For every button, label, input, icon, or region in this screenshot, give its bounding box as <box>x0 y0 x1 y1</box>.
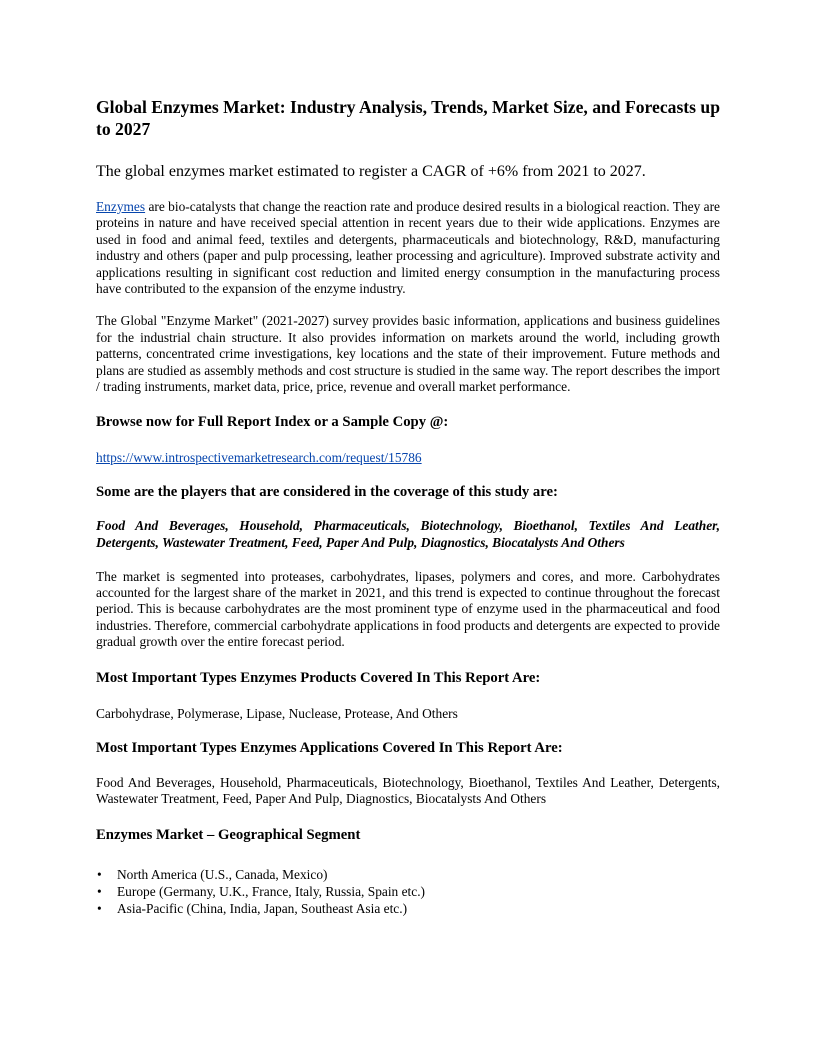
types-heading: Most Important Types Enzymes Products Covered In This Report Are: <box>96 669 541 686</box>
segment-paragraph: The market is segmented into proteases, carbohydrates, lipases, polymers and cores, and more. Carbohydrates accounted for the largest share of the market in 2021, and this trend is expected to continue throughout the forecast period. This is because carbohydrates are the most prominent type of enzyme used in the pharmaceutical and food industries. Therefore, commercial carbohydrate applications in food products and detergents are expected to provide gradual growth over the entire forecast period. <box>96 568 720 650</box>
request-url-link[interactable]: https://www.introspectivemarketresearch.com/request/15786 <box>96 450 422 466</box>
applications-list: Food And Beverages, Household, Pharmaceuticals, Biotechnology, Bioethanol, Textiles And Leather, Detergents, Wastewater Treatment, Feed, Paper And Pulp, Diagnostics, Biocatalysts And Others <box>96 774 720 807</box>
geo-heading: Enzymes Market – Geographical Segment <box>96 826 361 843</box>
list-item <box>97 866 720 883</box>
survey-paragraph: The Global "Enzyme Market" (2021-2027) survey provides basic information, applications and business guidelines for the industrial chain structure. It also provides information on markets around the world, including growth patterns, concentrated crime investigations, key locations and the state of their improvement. Future methods and plans are studied as assembly methods and cost structure is studied in the same way. The report describes the import / trading instruments, market data, price, price, revenue and overall market performance. <box>96 313 720 395</box>
document-page <box>96 96 720 917</box>
regions-list <box>96 866 720 917</box>
document-subtitle: The global enzymes market estimated to register a CAGR of +6% from 2021 to 2027. <box>96 163 646 180</box>
list-item <box>97 900 720 917</box>
list-item <box>97 883 720 900</box>
players-list: Food And Beverages, Household, Pharmaceuticals, Biotechnology, Bioethanol, Textiles And Leather, Detergents, Wastewater Treatment, Feed, Paper And Pulp, Diagnostics, Biocatalysts And Others <box>96 518 720 551</box>
url-paragraph <box>96 449 720 466</box>
types-list: Carbohydrase, Polymerase, Lipase, Nuclease, Protease, And Others <box>96 705 458 721</box>
intro-paragraph <box>96 199 720 297</box>
document-title: Global Enzymes Market: Industry Analysis, Trends, Market Size, and Forecasts up to 2027 <box>96 97 720 139</box>
bullet-icon: • <box>97 883 102 899</box>
players-heading: Some are the players that are considered in the coverage of this study are: <box>96 484 558 501</box>
region-label: Asia-Pacific (China, India, Japan, Southeast Asia etc.) <box>117 900 408 916</box>
region-label: Europe (Germany, U.K., France, Italy, Russia, Spain etc.) <box>117 883 426 899</box>
applications-heading: Most Important Types Enzymes Applications Covered In This Report Are: <box>96 739 563 756</box>
intro-text: are bio-catalysts that change the reaction rate and produce desired results in a biological reaction. They are proteins in nature and have received special attention in recent years due to their wide applications. Enzymes are used in food and animal feed, textiles and detergents, pharmaceuticals and biotechnology, R&D, manufacturing industry and others (paper and pulp processing, leather processing and agriculture). Improved substrate activity and applications resulting in significant cost reduction and limited energy consumption in the manufacturing process have contributed to the expansion of the enzyme industry. <box>96 199 720 297</box>
enzymes-link[interactable]: Enzymes <box>96 199 146 214</box>
bullet-icon: • <box>97 866 102 882</box>
bullet-icon: • <box>97 900 102 916</box>
browse-heading: Browse now for Full Report Index or a Sample Copy @: <box>96 414 449 431</box>
region-label: North America (U.S., Canada, Mexico) <box>117 866 328 882</box>
